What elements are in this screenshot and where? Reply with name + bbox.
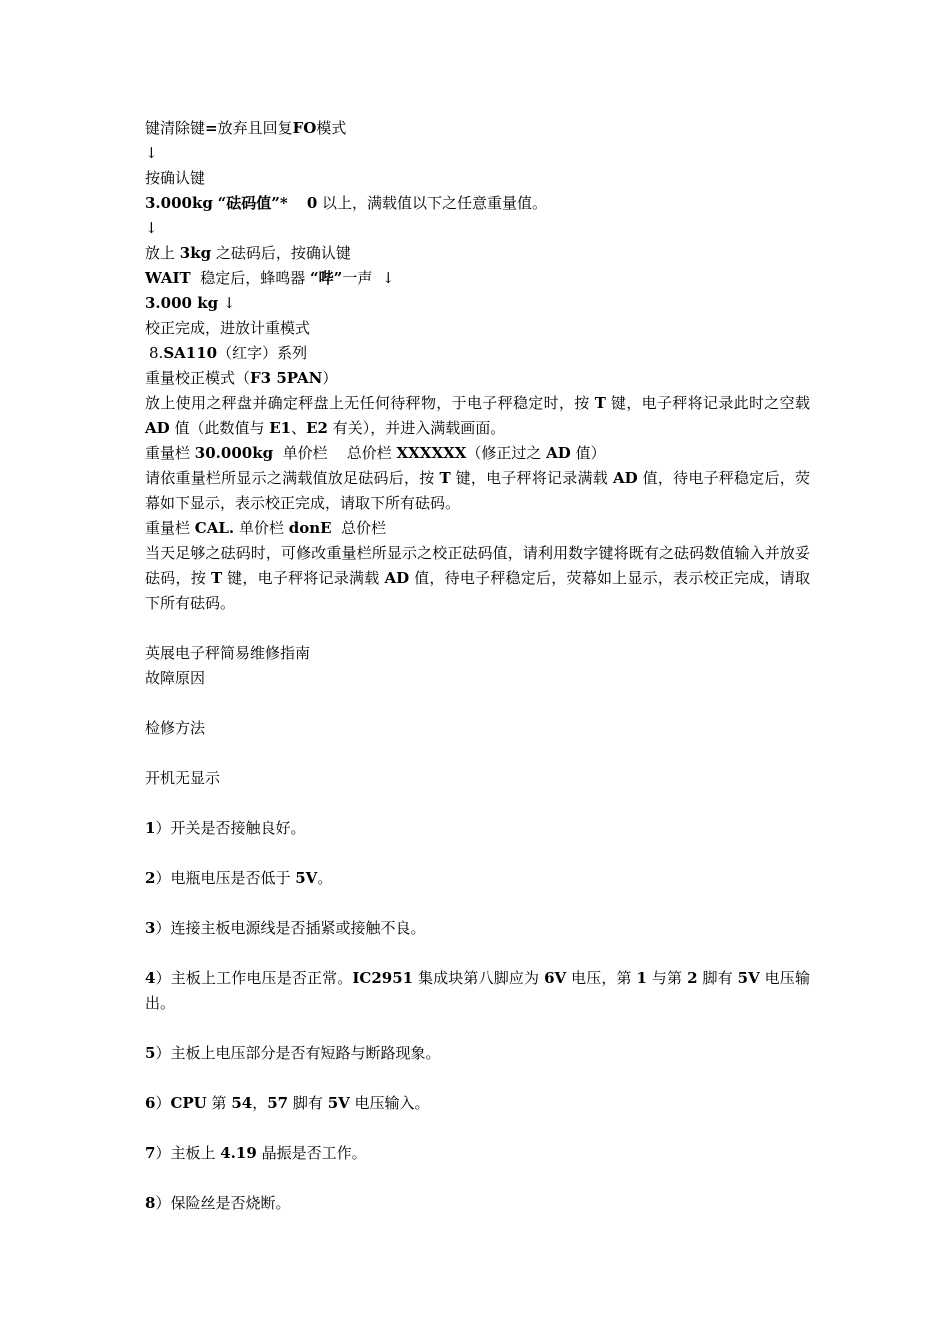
text-segment: 脚有	[702, 969, 733, 987]
text-segment: =	[205, 119, 218, 137]
text-segment: CPU	[170, 1094, 207, 1112]
text-segment: 电压输入。	[354, 1094, 430, 1112]
text-segment: 请依重量栏所显示之满载值放足砝码后，按	[145, 469, 435, 487]
text-segment: E1	[269, 419, 292, 437]
text-segment: 5V	[327, 1094, 350, 1112]
text-segment: 电压输出。	[145, 969, 810, 1012]
text-line	[145, 291, 810, 316]
text-segment: donE	[288, 519, 332, 537]
text-segment: ↓	[381, 269, 395, 287]
text-segment: 单价栏	[282, 444, 328, 462]
text-segment: 以上，满载值以下之任意重量值。	[322, 194, 548, 212]
text-segment: ）主板上电压部分是否有短路与断路现象。	[155, 1044, 441, 1062]
text-segment: 0	[306, 194, 318, 212]
text-segment: ）主板上	[155, 1144, 216, 1162]
text-segment: AD	[612, 469, 638, 487]
text-segment: 重量校正模式（	[145, 369, 251, 387]
text-segment: 5V	[295, 869, 318, 887]
text-segment: 之砝码后，按确认键	[215, 244, 351, 262]
blank-line	[145, 941, 810, 966]
text-segment: T	[210, 569, 223, 587]
list-item	[145, 1141, 810, 1166]
text-segment: 电压，第	[571, 969, 632, 987]
item-number: 8	[145, 1194, 156, 1212]
list-item	[145, 916, 810, 941]
text-segment: 模式	[316, 119, 347, 137]
text-line: 校正完成，进放计重模式	[145, 319, 311, 337]
text-segment: WAIT	[145, 269, 191, 287]
text-segment: 键清除键	[145, 119, 206, 137]
text-segment: 单价栏	[238, 519, 284, 537]
text-segment: E2	[306, 419, 328, 437]
text-segment: （修正过之	[466, 444, 542, 462]
text-segment: 有关），并进入满载画面。	[332, 419, 506, 437]
text-line: 按确认键	[145, 169, 206, 187]
text-segment: CAL.	[194, 519, 235, 537]
text-segment: 第	[211, 1094, 227, 1112]
text-line	[145, 191, 810, 216]
text-segment: 30.000kg	[194, 444, 274, 462]
text-line	[145, 116, 810, 141]
text-segment: 重量栏	[145, 444, 191, 462]
item-number: 7	[145, 1144, 156, 1162]
blank-line	[145, 1116, 810, 1141]
text-segment: 一声	[342, 269, 373, 287]
text-segment: IC2951	[352, 969, 414, 987]
list-item	[145, 1191, 810, 1216]
item-number: 1	[145, 819, 156, 837]
text-segment: 放上	[145, 244, 176, 262]
text-segment: 值，待电子秤稳定后，荧幕如下显示，表示校正完成，请取下所有砝码。	[145, 469, 810, 512]
blank-line	[145, 616, 810, 641]
item-number: 6	[145, 1094, 156, 1112]
item-number: 4	[145, 969, 156, 987]
text-segment: 与第	[651, 969, 683, 987]
text-segment: 3.000 kg	[145, 294, 219, 312]
text-segment: AD	[546, 444, 571, 462]
text-segment: 8.	[149, 344, 164, 362]
list-item	[145, 816, 810, 841]
text-segment: 57	[267, 1094, 289, 1112]
blank-line	[145, 891, 810, 916]
text-segment: XXXXXX	[396, 444, 467, 462]
text-segment: 3kg	[179, 244, 212, 262]
text-segment: 脚有	[292, 1094, 323, 1112]
text-segment: 、	[291, 419, 307, 437]
text-segment: 值（此数值与	[174, 419, 265, 437]
text-segment: ，	[252, 1094, 268, 1112]
blank-line	[145, 1016, 810, 1041]
text-segment: SA110	[163, 344, 218, 362]
item-number: 2	[145, 869, 156, 887]
text-line	[145, 241, 810, 266]
text-segment: 放弃且回复	[217, 119, 293, 137]
text-segment: 当天足够之砝码时，可修改重量栏所显示之校正砝码值，请利用数字键将既有之砝码数值输入并放妥砝码，按	[145, 544, 810, 587]
text-segment: 。	[317, 869, 333, 887]
text-segment: （红字）系列	[217, 344, 308, 362]
fault-title: 开机无显示	[145, 769, 221, 787]
blank-line	[145, 741, 810, 766]
column-heading-method: 检修方法	[145, 719, 206, 737]
guide-title: 英展电子秤简易维修指南	[145, 644, 311, 662]
text-segment: 放上使用之秤盘并确定秤盘上无任何待秤物，于电子秤稳定时，按	[145, 394, 590, 412]
text-segment: 总价栏	[346, 444, 392, 462]
text-segment: 值，待电子秤稳定后，荧幕如上显示，表示校正完成，请取下所有砝码。	[145, 569, 810, 612]
text-segment: 重量栏	[145, 519, 191, 537]
text-segment: ↓	[222, 294, 236, 312]
text-segment: F3 5PAN	[250, 369, 323, 387]
blank-line	[145, 1066, 810, 1091]
text-line	[145, 366, 810, 391]
text-segment: ）连接主板电源线是否插紧或接触不良。	[155, 919, 426, 937]
text-segment: 4.19	[220, 1144, 257, 1162]
column-heading-cause: 故障原因	[145, 669, 206, 687]
text-segment: “砝码值”*	[217, 194, 288, 212]
list-item	[145, 966, 810, 1016]
text-segment: 集成块第八脚应为	[418, 969, 540, 987]
text-segment: AD	[384, 569, 410, 587]
text-segment: ）主板上工作电压是否正常。	[155, 969, 353, 987]
text-segment: 3.000kg	[145, 194, 213, 212]
down-arrow: ↓	[145, 144, 158, 162]
text-segment: T	[594, 394, 606, 412]
text-segment: 键，电子秤将记录满载	[227, 569, 380, 587]
text-segment: 稳定后，蜂鸣器	[200, 269, 306, 287]
text-segment: ）	[155, 1094, 171, 1112]
blank-line	[145, 691, 810, 716]
text-segment: 值）	[575, 444, 606, 462]
paragraph	[145, 466, 810, 516]
text-segment: “哔”	[310, 269, 343, 287]
item-number: 5	[145, 1044, 156, 1062]
text-line	[145, 441, 810, 466]
text-segment: 晶振是否工作。	[261, 1144, 367, 1162]
list-item	[145, 1041, 810, 1066]
text-line	[145, 516, 810, 541]
text-segment: 2	[687, 969, 698, 987]
blank-line	[145, 1166, 810, 1191]
document-page	[145, 116, 810, 1216]
text-segment: ）开关是否接触良好。	[155, 819, 306, 837]
text-segment: 1	[636, 969, 647, 987]
item-number: 3	[145, 919, 156, 937]
list-item	[145, 1091, 810, 1116]
section-heading	[145, 341, 810, 366]
text-segment: ）	[322, 369, 338, 387]
text-segment: FO	[292, 119, 317, 137]
text-segment: ）电瓶电压是否低于	[155, 869, 291, 887]
text-segment: AD	[145, 419, 170, 437]
text-segment: ）保险丝是否烧断。	[155, 1194, 291, 1212]
paragraph	[145, 541, 810, 616]
text-segment: 5V	[737, 969, 760, 987]
down-arrow: ↓	[145, 219, 158, 237]
text-segment: 键，电子秤将记录满载	[455, 469, 608, 487]
text-line	[145, 266, 810, 291]
text-segment: T	[439, 469, 451, 487]
text-segment: 键，电子秤将记录此时之空载	[611, 394, 810, 412]
text-segment: 54	[231, 1094, 253, 1112]
paragraph	[145, 391, 810, 441]
blank-line	[145, 841, 810, 866]
text-segment: 总价栏	[341, 519, 387, 537]
list-item	[145, 866, 810, 891]
text-segment: 6V	[544, 969, 567, 987]
blank-line	[145, 791, 810, 816]
